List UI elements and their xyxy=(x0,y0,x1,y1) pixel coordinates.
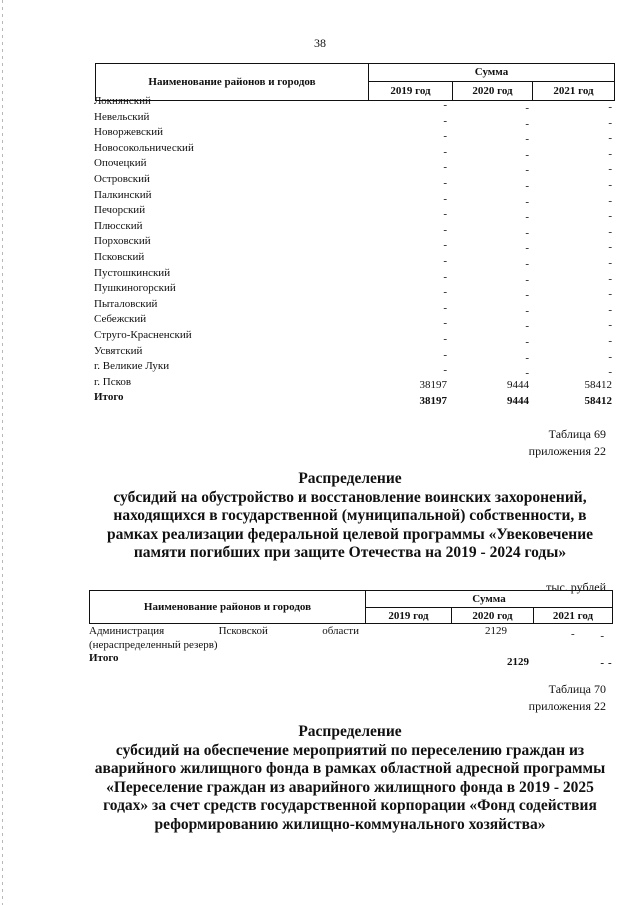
value-2021: - xyxy=(608,334,612,347)
district-name: г. Псков xyxy=(94,375,132,388)
table1-header-name: Наименование районов и городов xyxy=(96,64,369,100)
table69-header xyxy=(89,590,613,624)
table-row xyxy=(94,203,617,224)
table1-header-year-2020: 2020 год xyxy=(453,82,533,100)
value-2021: - xyxy=(608,210,612,223)
value-2019: 38197 xyxy=(419,378,447,391)
table69-header-name: Наименование районов и городов xyxy=(90,591,366,623)
value-2021: - xyxy=(608,366,612,379)
table69-header-sum: Сумма xyxy=(366,591,612,608)
recipient-word: Псковской xyxy=(218,625,268,637)
table69-header-year-2021: 2021 год xyxy=(552,610,594,622)
district-name: Усвятский xyxy=(94,344,143,357)
value-2021: - xyxy=(608,225,612,238)
table1-header-sum: Сумма xyxy=(369,64,614,82)
value-2020: - xyxy=(571,628,575,640)
value-2020: - xyxy=(525,211,529,224)
value-2021: - xyxy=(600,630,604,642)
table70-title: Распределение xyxy=(298,723,402,740)
table70-number: Таблица 70 xyxy=(548,682,606,696)
value-2019: - xyxy=(443,254,447,267)
value-2019: - xyxy=(443,114,447,127)
table1-header-year-2019: 2019 год xyxy=(369,82,453,100)
value-2020: - xyxy=(525,164,529,177)
table69-appendix: приложения 22 xyxy=(528,444,606,458)
value-2019: - xyxy=(443,176,447,189)
table-row xyxy=(94,297,617,317)
total-label: Итого xyxy=(94,391,124,404)
recipient-name xyxy=(89,625,359,637)
table-row xyxy=(94,234,617,255)
value-2021: 58412 xyxy=(584,378,612,391)
value-2020: - xyxy=(525,148,529,161)
district-name: Пыталовский xyxy=(94,297,158,310)
value-2021: - xyxy=(608,288,612,301)
value-2019: - xyxy=(443,161,447,174)
district-name: г. Великие Луки xyxy=(94,360,170,373)
value-2020: - xyxy=(525,351,529,364)
value-2019: - xyxy=(443,286,447,299)
value-2020: 9444 xyxy=(507,378,529,391)
total-2021: 58412 xyxy=(584,395,612,408)
value-2021: - xyxy=(608,241,612,254)
total-2019: 38197 xyxy=(419,395,447,408)
table-row xyxy=(94,328,617,348)
table1-header-year-2021: 2021 год xyxy=(553,85,594,97)
value-2020: - xyxy=(525,102,529,114)
value-2020: - xyxy=(525,179,529,192)
table69-title: Распределение xyxy=(298,470,402,487)
district-name: Струго-Красненский xyxy=(94,328,192,341)
value-2021: - xyxy=(608,163,612,176)
table69-subtitle: субсидий на обустройство и восстановление воинских захоронений, находящихся в государственной (муниципальной) собственности, в рамках реализации федеральной целевой программы «Увековечение памяти погибших при защите Отечества на 2019 - 2024 годы» xyxy=(106,488,594,561)
value-2021: - xyxy=(608,256,612,269)
value-2020: - xyxy=(525,367,529,380)
district-name: Новоржевский xyxy=(94,126,164,139)
total-2020: - xyxy=(608,657,612,669)
value-2021: - xyxy=(608,178,612,191)
page-number: 38 xyxy=(314,36,326,50)
value-2019: - xyxy=(443,208,447,221)
table-row xyxy=(94,250,617,270)
table-row xyxy=(94,266,617,286)
units-label: тыс. рублей xyxy=(546,580,606,594)
table1-total-row xyxy=(94,390,617,406)
value-2021: - xyxy=(608,132,612,145)
value-2019: - xyxy=(443,317,447,330)
table-row xyxy=(94,219,617,239)
table70-heading xyxy=(90,723,610,834)
value-2020: - xyxy=(525,242,529,255)
value-2021: - xyxy=(608,350,612,363)
recipient-word: Администрация xyxy=(89,625,165,637)
value-2019: - xyxy=(443,332,447,345)
value-2020: - xyxy=(525,320,529,333)
value-2021: - xyxy=(608,194,612,207)
recipient-note: (нераспределенный резерв) xyxy=(89,639,218,651)
table1-body xyxy=(94,94,617,406)
value-2021: - xyxy=(608,272,612,285)
value-2021: - xyxy=(608,101,612,113)
table-row xyxy=(94,281,617,302)
value-2020: - xyxy=(525,133,529,146)
table-row xyxy=(94,375,617,391)
district-name: Порховский xyxy=(94,235,151,248)
table69-total-row xyxy=(89,652,613,670)
value-2019: - xyxy=(443,270,447,283)
value-2020: - xyxy=(525,273,529,286)
value-2019: - xyxy=(443,364,447,377)
total-2019: 2129 xyxy=(507,656,529,668)
total-label: Итого xyxy=(89,652,119,664)
table-row xyxy=(94,141,617,161)
district-name: Плюсский xyxy=(94,219,143,232)
table-row xyxy=(94,94,617,114)
value-2020: - xyxy=(525,226,529,239)
value-2019: 2129 xyxy=(485,625,507,637)
table-row xyxy=(94,359,617,380)
value-2019: - xyxy=(443,348,447,361)
value-2021: - xyxy=(608,116,612,129)
district-name: Опочецкий xyxy=(94,157,147,170)
value-2019: - xyxy=(443,130,447,143)
value-2020: - xyxy=(525,304,529,317)
value-2020: - xyxy=(525,335,529,348)
table69-heading xyxy=(90,470,610,563)
value-2019: - xyxy=(443,223,447,236)
value-2019: - xyxy=(443,192,447,205)
scan-edge xyxy=(2,0,3,905)
table-row xyxy=(94,156,617,177)
value-2020: - xyxy=(525,257,529,270)
total-2020: 9444 xyxy=(507,395,529,408)
table-row xyxy=(94,172,617,192)
district-name: Псковский xyxy=(94,250,145,263)
value-2019: - xyxy=(443,239,447,252)
district-name: Локнянский xyxy=(94,95,151,107)
table-row xyxy=(94,312,617,333)
district-name: Пустошкинский xyxy=(94,266,171,279)
value-2020: - xyxy=(525,289,529,302)
table-row xyxy=(94,125,617,146)
table-row xyxy=(94,344,617,364)
value-2020: - xyxy=(525,195,529,208)
value-2021: - xyxy=(608,303,612,316)
value-2019: - xyxy=(443,145,447,158)
value-2019: - xyxy=(443,301,447,314)
district-name: Островский xyxy=(94,172,150,185)
total-2021: - xyxy=(600,657,604,669)
district-name: Палкинский xyxy=(94,188,152,201)
district-name: Печорский xyxy=(94,204,146,217)
value-2020: - xyxy=(525,117,529,130)
table-row xyxy=(94,110,617,130)
recipient-word: области xyxy=(322,625,359,637)
district-name: Пушкиногорский xyxy=(94,282,176,295)
district-name: Себежский xyxy=(94,313,147,326)
value-2021: - xyxy=(608,147,612,160)
table70-label xyxy=(406,681,606,715)
table69-header-year-2019: 2019 год xyxy=(366,608,452,624)
value-2021: - xyxy=(608,319,612,332)
table70-subtitle: субсидий на обеспечение мероприятий по переселению граждан из аварийного жилищного фонда в рамках областной адресной программы «Переселение граждан из аварийного жилищного фонда в 2019 - 2025 годах» за счет средств государственной корпорации «Фонд содействия реформированию жилищно-коммунального хозяйства» xyxy=(94,741,606,833)
table69-number: Таблица 69 xyxy=(548,427,606,441)
district-name: Новосокольнический xyxy=(94,141,194,154)
table70-appendix: приложения 22 xyxy=(528,699,606,713)
table69-header-year-2020: 2020 год xyxy=(452,608,534,624)
table69-label xyxy=(406,426,606,460)
value-2019: - xyxy=(443,99,447,111)
district-name: Невельский xyxy=(94,110,150,123)
table-row xyxy=(94,188,617,208)
